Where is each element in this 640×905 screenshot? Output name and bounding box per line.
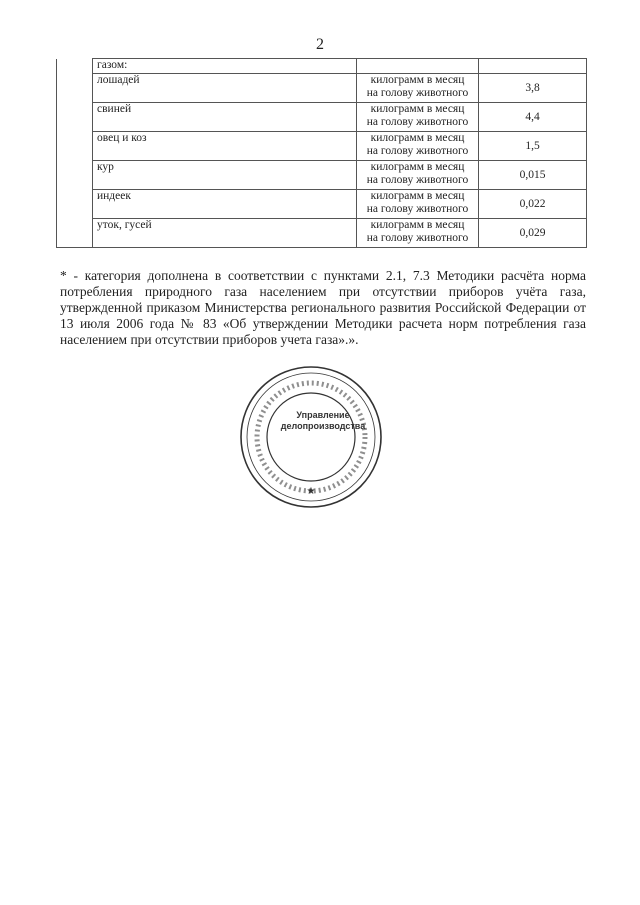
norm-value: 0,029 bbox=[479, 219, 587, 248]
unit-line-1: килограмм в месяц bbox=[370, 132, 465, 144]
animal-name: овец и коз bbox=[93, 132, 357, 161]
animal-name: индеек bbox=[93, 190, 357, 219]
unit-line-1: килограмм в месяц bbox=[370, 74, 465, 86]
stamp-label-line-1: Управление bbox=[296, 410, 350, 420]
animal-name: лошадей bbox=[93, 74, 357, 103]
table-row bbox=[57, 103, 587, 132]
animal-name: свиней bbox=[93, 103, 357, 132]
unit-line-1: килограмм в месяц bbox=[370, 190, 465, 202]
unit-cell bbox=[357, 74, 479, 103]
unit-line-2: на голову животного bbox=[366, 87, 469, 99]
official-stamp bbox=[236, 362, 386, 512]
value-cell bbox=[479, 59, 587, 74]
footnote: * - категория дополнена в соответствии с пунктами 2.1, 7.3 Методики расчёта норма потребления природного газа населением при отсутствии приборов учёта газа, утвержденной приказом Министерства регионального развития Российской Федерации от 13 июля 2006 года № 83 «Об утверждении Методики расчета норм потребления газа населением при отсутствии приборов учета газа».». bbox=[60, 268, 586, 347]
stamp-label-line-2: делопроизводства bbox=[280, 421, 366, 431]
number-cell bbox=[57, 190, 93, 219]
number-cell bbox=[57, 132, 93, 161]
unit-line-1: килограмм в месяц bbox=[370, 219, 465, 231]
unit-line-2: на голову животного bbox=[366, 232, 469, 244]
stamp-ring-lettering bbox=[257, 383, 365, 491]
animal-name: уток, гусей bbox=[93, 219, 357, 248]
stamp-middle-ring bbox=[247, 373, 375, 501]
number-cell bbox=[57, 219, 93, 248]
number-cell bbox=[57, 161, 93, 190]
norm-value: 1,5 bbox=[479, 132, 587, 161]
consumption-norms-table bbox=[56, 58, 587, 248]
page-number: 2 bbox=[316, 36, 324, 53]
norm-value: 4,4 bbox=[479, 103, 587, 132]
table-row bbox=[57, 74, 587, 103]
unit-cell bbox=[357, 59, 479, 74]
unit-line-1: килограмм в месяц bbox=[370, 161, 465, 173]
unit-line-2: на голову животного bbox=[366, 203, 469, 215]
unit-cell bbox=[357, 161, 479, 190]
norm-value: 3,8 bbox=[479, 74, 587, 103]
norm-value: 0,015 bbox=[479, 161, 587, 190]
unit-line-1: килограмм в месяц bbox=[370, 103, 465, 115]
table-heading-row bbox=[57, 59, 587, 74]
number-cell bbox=[57, 59, 93, 74]
table-row bbox=[57, 190, 587, 219]
unit-cell bbox=[357, 190, 479, 219]
animal-name: кур bbox=[93, 161, 357, 190]
stamp-inner-ring bbox=[267, 393, 355, 481]
unit-cell bbox=[357, 219, 479, 248]
unit-line-2: на голову животного bbox=[366, 116, 469, 128]
unit-line-2: на голову животного bbox=[366, 145, 469, 157]
number-cell bbox=[57, 74, 93, 103]
unit-cell bbox=[357, 132, 479, 161]
unit-cell bbox=[357, 103, 479, 132]
norm-value: 0,022 bbox=[479, 190, 587, 219]
unit-line-2: на голову животного bbox=[366, 174, 469, 186]
stamp-star: ★ bbox=[306, 486, 316, 497]
stamp-label bbox=[278, 410, 368, 432]
number-cell bbox=[57, 103, 93, 132]
table-row bbox=[57, 161, 587, 190]
heading-label: газом: bbox=[93, 59, 357, 74]
table-row bbox=[57, 132, 587, 161]
table-row bbox=[57, 219, 587, 248]
